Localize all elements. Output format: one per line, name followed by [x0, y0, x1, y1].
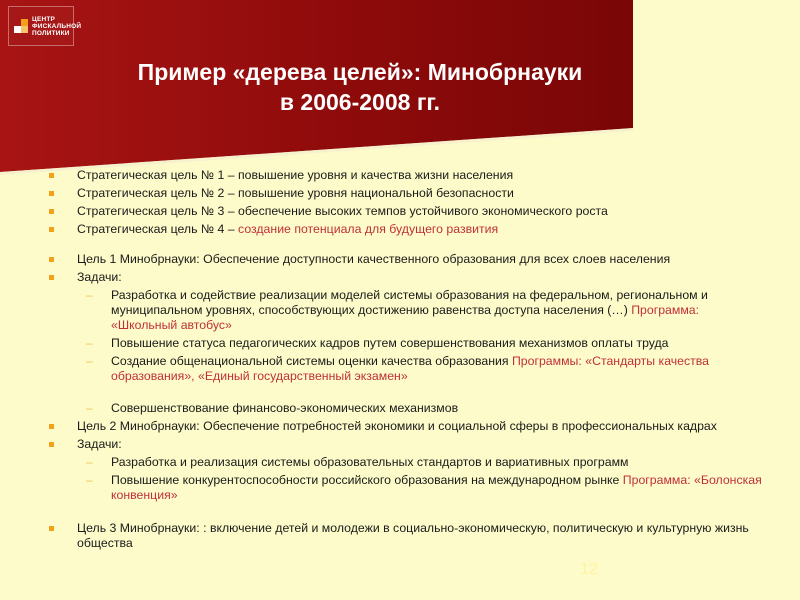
strategic-goal-1: Стратегическая цель № 1 – повышение уровня и качества жизни населения [48, 168, 768, 183]
page-title [20, 57, 700, 117]
title-line-2: в 2006-2008 гг. [279, 89, 441, 115]
page-number: 12 [580, 561, 598, 578]
ministry-goal-1: Цель 1 Минобрнауки: Обеспечение доступности качественного образования для всех слоев населения [48, 252, 768, 267]
program-text: Программы: «Стандарты качества образования», «Единый государственный экзамен» [111, 354, 710, 383]
tasks-label: Задачи: [48, 270, 768, 285]
highlight-text: создание потенциала для будущего развития [238, 222, 499, 236]
goal2-task-2: – Повышение конкурентоспособности российского образования на международном рынке Программа: «Болонская конвенция» [48, 473, 768, 503]
strategic-goal-4: Стратегическая цель № 4 – создание потенциала для будущего развития [48, 222, 768, 237]
logo-line: ПОЛИТИКИ [32, 29, 70, 37]
logo-mark-icon [14, 19, 28, 33]
ministry-goal-2: Цель 2 Минобрнауки: Обеспечение потребностей экономики и социальной сферы в профессиональных кадрах [48, 419, 768, 434]
logo [8, 6, 82, 46]
goal1-task-1: – Разработка и содействие реализации моделей системы образования на федеральном, региональном и муниципальном уровнях, способствующих достижению равенства доступа населения (…) Программа: «Школьный автобус» [48, 288, 768, 333]
logo-line: ФИСКАЛЬНОЙ [32, 22, 82, 30]
strategic-goal-2: Стратегическая цель № 2 – повышение уровня национальной безопасности [48, 186, 768, 201]
goal1-task-4: – Совершенствование финансово-экономических механизмов [48, 401, 768, 416]
logo-text [32, 16, 81, 37]
program-text: Программа: «Болонская конвенция» [111, 473, 762, 502]
slide-content [48, 168, 768, 554]
strategic-goal-3: Стратегическая цель № 3 – обеспечение высоких темпов устойчивого экономического роста [48, 204, 768, 219]
program-text: Программа: «Школьный автобус» [111, 303, 700, 332]
goal2-task-1: – Разработка и реализация системы образовательных стандартов и вариативных программ [48, 455, 768, 470]
title-line-1: Пример «дерева целей»: Минобрнауки [137, 59, 583, 85]
ministry-goal-3: Цель 3 Минобрнауки: : включение детей и молодежи в социально-экономическую, политическую и культурную жизнь общества [48, 521, 768, 551]
goal1-task-3: – Создание общенациональной системы оценки качества образования Программы: «Стандарты качества образования», «Единый государственный экзамен» [48, 354, 768, 384]
goal1-task-2: – Повышение статуса педагогических кадров путем совершенствования механизмов оплаты труда [48, 336, 768, 351]
logo-line: ЦЕНТР [32, 15, 56, 23]
tasks-label: Задачи: [48, 437, 768, 452]
